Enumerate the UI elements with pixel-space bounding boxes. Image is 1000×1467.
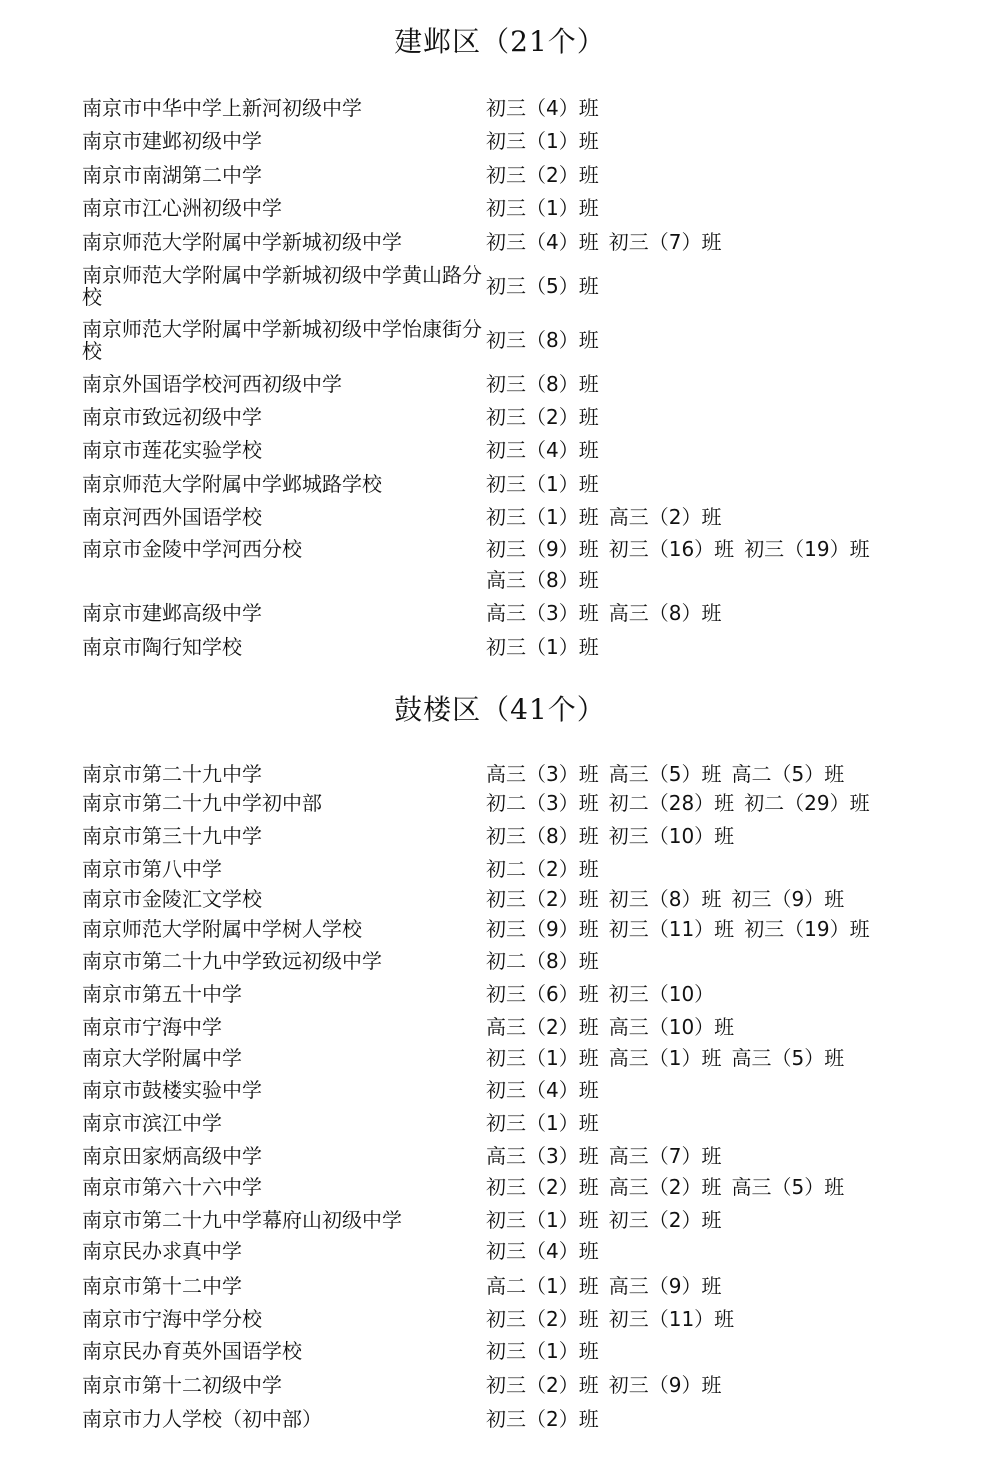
school-name: 南京市鼓楼实验中学 — [82, 1078, 262, 1102]
school-name: 南京师范大学附属中学树人学校 — [82, 917, 362, 941]
class-list — [486, 763, 966, 785]
school-name: 南京市第五十中学 — [82, 982, 242, 1006]
class-label: 初三（2）班 — [486, 405, 599, 429]
class-label: 高三（9）班 — [608, 1274, 722, 1298]
class-list — [486, 97, 966, 119]
class-list — [486, 130, 966, 152]
class-label: 高三（5）班 — [731, 1175, 845, 1199]
class-list — [486, 373, 966, 395]
class-label: 高三（5）班 — [608, 762, 722, 786]
class-label: 初三（10）班 — [608, 824, 735, 848]
school-name: 南京市致远初级中学 — [82, 405, 262, 429]
school-name: 南京市建邺初级中学 — [82, 129, 262, 153]
class-label: 高三（10）班 — [608, 1015, 735, 1039]
class-list — [486, 1408, 966, 1430]
section-title-gulou: 鼓楼区（41个） — [394, 693, 606, 726]
class-list — [486, 1145, 966, 1167]
school-name: 南京市滨江中学 — [82, 1111, 222, 1135]
school-name: 南京市第八中学 — [82, 857, 222, 881]
class-list — [486, 602, 966, 624]
class-list — [486, 275, 966, 297]
class-label: 初三（5）班 — [486, 274, 599, 298]
class-list — [486, 197, 966, 219]
school-name: 南京民办育英外国语学校 — [82, 1339, 302, 1363]
class-label: 初三（1）班 — [486, 505, 599, 529]
class-label: 初二（29）班 — [744, 791, 870, 815]
class-label: 初三（4）班 — [486, 1078, 599, 1102]
class-list — [486, 792, 966, 814]
class-label: 高三（2）班 — [608, 1175, 722, 1199]
class-label: 高三（7）班 — [608, 1144, 722, 1168]
class-label: 初三（19）班 — [744, 537, 870, 561]
class-label: 初三（11）班 — [608, 1307, 735, 1331]
section-title-jianye: 建邺区（21个） — [394, 25, 606, 58]
class-label: 初三（8）班 — [486, 824, 599, 848]
class-list — [486, 1340, 966, 1362]
school-name: 南京外国语学校河西初级中学 — [82, 372, 342, 396]
school-name: 南京市莲花实验学校 — [82, 438, 262, 462]
school-name: 南京市金陵汇文学校 — [82, 887, 262, 911]
class-label: 初三（4）班 — [486, 438, 599, 462]
school-name: 南京师范大学附属中学新城初级中学怡康街分校 — [82, 317, 482, 363]
class-label: 初三（2）班 — [608, 1208, 722, 1232]
school-name: 南京市南湖第二中学 — [82, 163, 262, 187]
school-name: 南京河西外国语学校 — [82, 505, 262, 529]
class-label: 初三（1）班 — [486, 1208, 599, 1232]
class-label: 高三（8）班 — [608, 601, 722, 625]
class-label: 初三（8）班 — [608, 887, 722, 911]
class-list — [486, 1240, 966, 1262]
school-name: 南京市第六十六中学 — [82, 1175, 262, 1199]
class-label: 高三（3）班 — [486, 1144, 599, 1168]
school-name: 南京市宁海中学分校 — [82, 1307, 262, 1331]
school-name: 南京市力人学校（初中部） — [82, 1407, 322, 1431]
class-label: 初三（9）班 — [486, 537, 599, 561]
class-label: 高二（1）班 — [486, 1274, 599, 1298]
class-label: 高三（3）班 — [486, 601, 599, 625]
class-list — [486, 406, 966, 428]
class-label: 初三（1）班 — [486, 196, 599, 220]
class-list — [486, 983, 966, 1005]
class-label: 高三（5）班 — [731, 1046, 845, 1070]
school-name: 南京市金陵中学河西分校 — [82, 537, 302, 561]
school-name: 南京市陶行知学校 — [82, 635, 242, 659]
class-list — [486, 858, 966, 880]
class-label: 初三（1）班 — [486, 1339, 599, 1363]
class-label: 初三（2）班 — [486, 1407, 599, 1431]
school-name: 南京民办求真中学 — [82, 1239, 242, 1263]
class-list — [486, 473, 966, 495]
class-label: 高三（8）班 — [486, 568, 599, 592]
class-list — [486, 164, 966, 186]
class-label: 初三（8）班 — [486, 372, 599, 396]
class-label: 初三（19）班 — [744, 917, 870, 941]
school-name: 南京市第十二初级中学 — [82, 1373, 282, 1397]
class-label: 初三（1）班 — [486, 129, 599, 153]
class-label: 初三（9）班 — [731, 887, 845, 911]
school-name: 南京师范大学附属中学新城初级中学黄山路分校 — [82, 263, 482, 309]
school-name: 南京市中华中学上新河初级中学 — [82, 96, 362, 120]
class-label: 初三（7）班 — [608, 230, 722, 254]
class-label: 初三（6）班 — [486, 982, 599, 1006]
class-list — [486, 1176, 966, 1198]
class-label: 初三（9）班 — [608, 1373, 722, 1397]
class-label: 初二（8）班 — [486, 949, 599, 973]
class-list — [486, 825, 966, 847]
school-name: 南京师范大学附属中学新城初级中学 — [82, 230, 402, 254]
class-list-continued — [486, 569, 966, 591]
class-label: 初三（11）班 — [608, 917, 735, 941]
school-name: 南京田家炳高级中学 — [82, 1144, 262, 1168]
class-list — [486, 1047, 966, 1069]
school-name: 南京市第二十九中学初中部 — [82, 791, 322, 815]
school-name: 南京市宁海中学 — [82, 1015, 222, 1039]
class-label: 初三（1）班 — [486, 472, 599, 496]
school-name: 南京市建邺高级中学 — [82, 601, 262, 625]
class-label: 初二（28）班 — [608, 791, 735, 815]
class-label: 初三（4）班 — [486, 96, 599, 120]
class-list — [486, 1374, 966, 1396]
class-label: 初三（2）班 — [486, 1373, 599, 1397]
class-list — [486, 1016, 966, 1038]
class-list — [486, 439, 966, 461]
class-label: 初三（16）班 — [608, 537, 735, 561]
class-label: 初三（9）班 — [486, 917, 599, 941]
class-list — [486, 1112, 966, 1134]
school-name: 南京市第二十九中学幕府山初级中学 — [82, 1208, 402, 1232]
class-list — [486, 950, 966, 972]
school-name: 南京市第三十九中学 — [82, 824, 262, 848]
class-list — [486, 538, 966, 560]
school-name: 南京市第十二中学 — [82, 1274, 242, 1298]
class-list — [486, 918, 966, 940]
class-label: 初三（8）班 — [486, 328, 599, 352]
class-label: 初三（2）班 — [486, 1175, 599, 1199]
school-name: 南京市江心洲初级中学 — [82, 196, 282, 220]
class-list — [486, 329, 966, 351]
class-list — [486, 1275, 966, 1297]
class-label: 初三（1）班 — [486, 1046, 599, 1070]
school-name: 南京大学附属中学 — [82, 1046, 242, 1070]
school-name: 南京市第二十九中学 — [82, 762, 262, 786]
class-label: 高二（5）班 — [731, 762, 845, 786]
class-label: 初三（2）班 — [486, 887, 599, 911]
class-label: 初三（2）班 — [486, 1307, 599, 1331]
school-name: 南京师范大学附属中学邺城路学校 — [82, 472, 382, 496]
class-label: 高三（3）班 — [486, 762, 599, 786]
class-label: 高三（2）班 — [486, 1015, 599, 1039]
class-label: 初三（2）班 — [486, 163, 599, 187]
class-list — [486, 506, 966, 528]
class-list — [486, 636, 966, 658]
class-label: 高三（1）班 — [608, 1046, 722, 1070]
school-name: 南京市第二十九中学致远初级中学 — [82, 949, 382, 973]
class-label: 初二（3）班 — [486, 791, 599, 815]
class-list — [486, 1308, 966, 1330]
class-label: 初三（4）班 — [486, 1239, 599, 1263]
class-list — [486, 231, 966, 253]
class-label: 初二（2）班 — [486, 857, 599, 881]
class-label: 初三（4）班 — [486, 230, 599, 254]
class-label: 高三（2）班 — [608, 505, 722, 529]
class-list — [486, 1209, 966, 1231]
class-label: 初三（1）班 — [486, 635, 599, 659]
class-list — [486, 888, 966, 910]
class-label: 初三（10） — [608, 982, 715, 1006]
class-label: 初三（1）班 — [486, 1111, 599, 1135]
class-list — [486, 1079, 966, 1101]
